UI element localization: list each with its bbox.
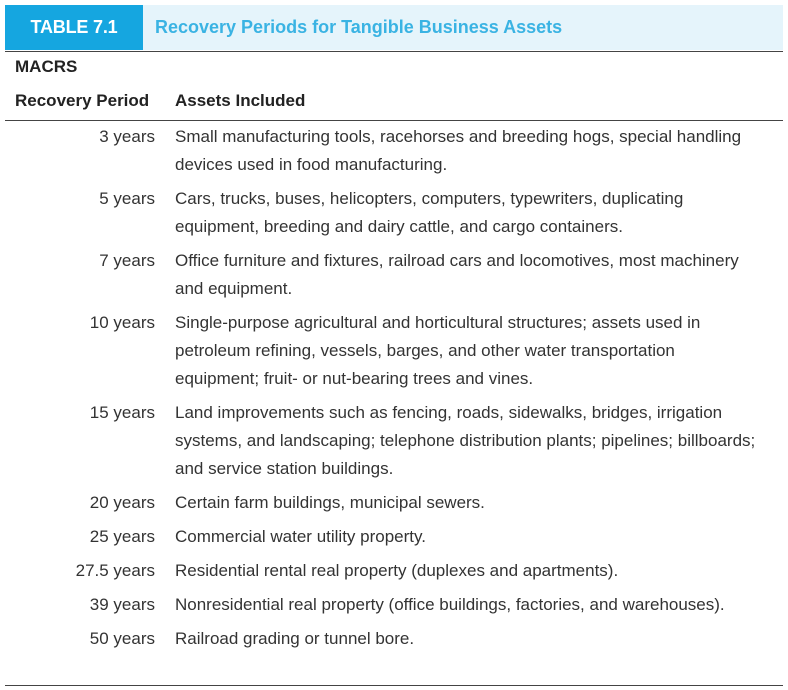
assets-included: Land improvements such as fencing, roads, sidewalks, bridges, irrigation systems, and landscaping; telephone distribution plants; pipelines; billboards; and service station buildings.	[175, 403, 756, 478]
table-row	[0, 399, 788, 483]
recovery-period: 10 years	[89, 313, 155, 332]
recovery-period: 7 years	[99, 251, 155, 270]
column-header-period: Recovery Period	[15, 91, 150, 110]
section-label: MACRS	[15, 57, 78, 76]
table-row	[0, 557, 788, 585]
table-row	[0, 625, 788, 653]
assets-included: Cars, trucks, buses, helicopters, computers, typewriters, duplicating equipment, breeding and dairy cattle, and cargo containers.	[175, 189, 684, 236]
assets-included: Small manufacturing tools, racehorses and breeding hogs, special handling devices used in food manufacturing.	[175, 127, 742, 174]
recovery-period: 50 years	[89, 629, 155, 648]
column-header-assets: Assets Included	[175, 91, 306, 110]
table-row	[0, 247, 788, 303]
table-row	[0, 185, 788, 241]
table-header	[5, 5, 783, 50]
table-title: Recovery Periods for Tangible Business Assets	[155, 17, 563, 37]
table-body	[0, 123, 788, 659]
recovery-period: 20 years	[89, 493, 155, 512]
table-row	[0, 489, 788, 517]
recovery-period: 25 years	[89, 527, 155, 546]
recovery-period: 39 years	[89, 595, 155, 614]
header-rule	[5, 120, 783, 121]
assets-included: Residential rental real property (duplexes and apartments).	[175, 561, 619, 580]
bottom-rule	[5, 685, 783, 686]
assets-included: Railroad grading or tunnel bore.	[175, 629, 415, 648]
recovery-period: 27.5 years	[75, 561, 155, 580]
top-rule	[5, 51, 783, 52]
table-number-tag: TABLE 7.1	[5, 5, 143, 50]
assets-included: Certain farm buildings, municipal sewers.	[175, 493, 485, 512]
recovery-period: 15 years	[89, 403, 155, 422]
assets-included: Nonresidential real property (office buildings, factories, and warehouses).	[175, 595, 725, 614]
table-row	[0, 123, 788, 179]
assets-included: Commercial water utility property.	[175, 527, 426, 546]
table-row	[0, 309, 788, 393]
assets-included: Single-purpose agricultural and horticultural structures; assets used in petroleum refining, vessels, barges, and other water transportation equipment; fruit- or nut-bearing trees and vines.	[175, 313, 701, 388]
table-row	[0, 523, 788, 551]
recovery-period: 5 years	[99, 189, 155, 208]
assets-included: Office furniture and fixtures, railroad cars and locomotives, most machinery and equipment.	[175, 251, 739, 298]
table-row	[0, 591, 788, 619]
recovery-period: 3 years	[99, 127, 155, 146]
